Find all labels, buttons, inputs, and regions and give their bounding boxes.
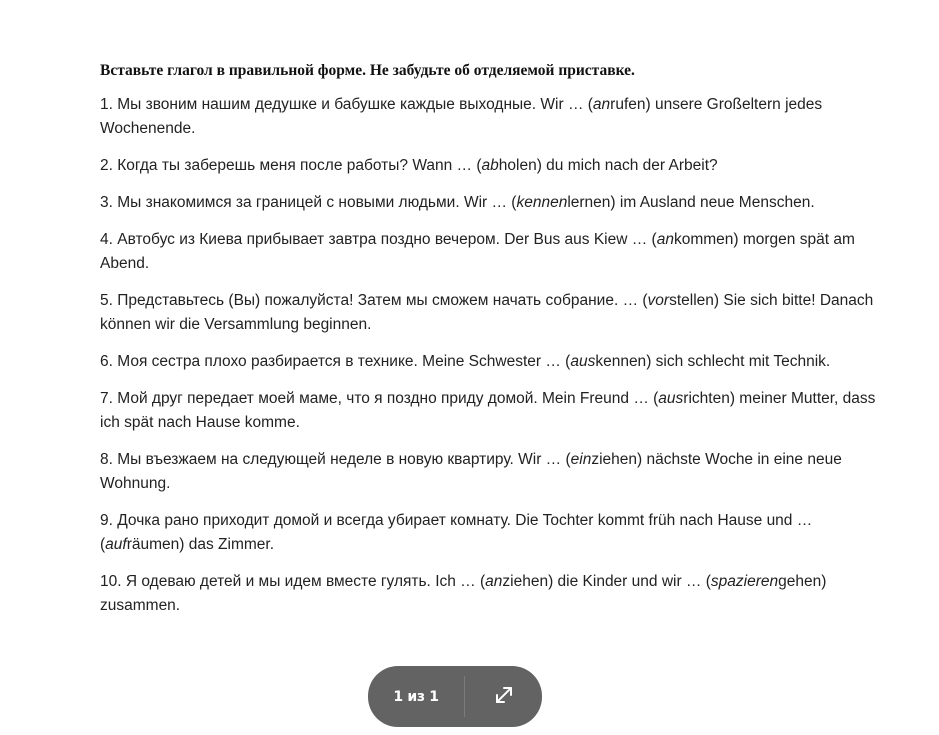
german-text: Wir … (	[518, 451, 571, 468]
verb-stem: räumen	[126, 536, 180, 553]
verb-stem: kommen	[673, 231, 734, 248]
expand-icon	[493, 684, 515, 710]
item-number: 10.	[100, 573, 122, 590]
separable-prefix: aus	[570, 353, 596, 370]
verb-stem: richten	[683, 390, 730, 407]
separable-prefix: auf	[105, 536, 127, 553]
fullscreen-button[interactable]	[465, 666, 542, 727]
german-text: Wir … (	[540, 96, 593, 113]
item-number: 4.	[100, 231, 113, 248]
german-text: ) Sie sich bitte! Danach können wir die Versammlung beginnen.	[100, 292, 874, 333]
item-number: 6.	[100, 353, 113, 370]
page-counter: 1 из 1	[393, 688, 439, 705]
russian-sentence: Представьтесь (Вы) пожалуйста! Затем мы сможем начать собрание.	[117, 292, 619, 309]
separable-prefix: ein	[570, 451, 592, 468]
exercise-item	[100, 570, 880, 618]
russian-sentence: Мы въезжаем на следующей неделе в новую квартиру.	[117, 451, 514, 468]
russian-sentence: Моя сестра плохо разбирается в технике.	[117, 353, 418, 370]
german-text: … (	[622, 292, 648, 309]
verb-stem: ziehen	[591, 451, 638, 468]
german-text: ) du mich nach der Arbeit?	[536, 157, 718, 174]
german-text: Wann … (	[412, 157, 482, 174]
german-text: ) sich schlecht mit Technik.	[646, 353, 831, 370]
russian-sentence: Мы знакомимся за границей с новыми людьми.	[117, 194, 460, 211]
german-text: ) zusammen.	[100, 573, 827, 614]
german-text: ) die Kinder und wir … (	[548, 573, 711, 590]
item-number: 5.	[100, 292, 113, 309]
german-text: ) meiner Mutter, dass ich spät nach Hause komme.	[100, 390, 876, 431]
item-number: 1.	[100, 96, 113, 113]
verb-stem: kennen	[595, 353, 647, 370]
exercise-item	[100, 289, 880, 337]
german-text: ) das Zimmer.	[179, 536, 275, 553]
separable-prefix: kennen	[516, 194, 568, 211]
german-text: Der Bus aus Kiew … (	[504, 231, 657, 248]
german-text: ) im Ausland neue Menschen.	[610, 194, 815, 211]
german-text: Ich … (	[435, 573, 486, 590]
german-text: ) unsere Großeltern jedes Wochenende.	[100, 96, 823, 137]
item-number: 9.	[100, 512, 113, 529]
exercise-item	[100, 154, 880, 178]
separable-prefix: spazieren	[710, 573, 779, 590]
russian-sentence: Автобус из Киева прибывает завтра поздно вечером.	[117, 231, 500, 248]
item-number: 7.	[100, 390, 113, 407]
item-number: 3.	[100, 194, 113, 211]
russian-sentence: Мы звоним нашим дедушке и бабушке каждые выходные.	[117, 96, 537, 113]
russian-sentence: Когда ты заберешь меня после работы?	[117, 157, 409, 174]
russian-sentence: Дочка рано приходит домой и всегда убирает комнату.	[117, 512, 511, 529]
verb-stem: lernen	[567, 194, 611, 211]
verb-stem: gehen	[778, 573, 822, 590]
verb-stem: ziehen	[502, 573, 549, 590]
separable-prefix: aus	[658, 390, 684, 407]
separable-prefix: an	[485, 573, 503, 590]
separable-prefix: an	[656, 231, 674, 248]
item-number: 2.	[100, 157, 113, 174]
document-page	[100, 62, 880, 631]
german-text: ) morgen spät am Abend.	[100, 231, 855, 272]
verb-stem: rufen	[610, 96, 646, 113]
exercise-item	[100, 509, 880, 557]
separable-prefix: an	[592, 96, 611, 113]
verb-stem: holen	[498, 157, 537, 174]
german-text: Meine Schwester … (	[422, 353, 571, 370]
german-text: Mein Freund … (	[542, 390, 659, 407]
german-text: Die Tochter kommt früh nach Hause und … (	[100, 512, 813, 553]
verb-stem: stellen	[669, 292, 714, 309]
exercise-title: Вставьте глагол в правильной форме. Не забудьте об отделяемой приставке.	[100, 62, 635, 79]
viewer-toolbar	[368, 666, 542, 727]
exercise-item	[100, 448, 880, 496]
german-text: ) nächste Woche in eine neue Wohnung.	[100, 451, 842, 492]
exercise-item	[100, 93, 880, 141]
exercise-item	[100, 228, 880, 276]
german-text: Wir … (	[463, 194, 517, 211]
separable-prefix: ab	[481, 157, 499, 174]
russian-sentence: Мой друг передает моей маме, что я поздно приду домой.	[117, 390, 538, 407]
exercise-item	[100, 387, 880, 435]
separable-prefix: vor	[647, 292, 670, 309]
exercise-item	[100, 191, 880, 215]
exercise-item	[100, 350, 880, 374]
item-number: 8.	[100, 451, 113, 468]
exercise-list	[100, 93, 880, 618]
russian-sentence: Я одеваю детей и мы идем вместе гулять.	[125, 573, 431, 590]
